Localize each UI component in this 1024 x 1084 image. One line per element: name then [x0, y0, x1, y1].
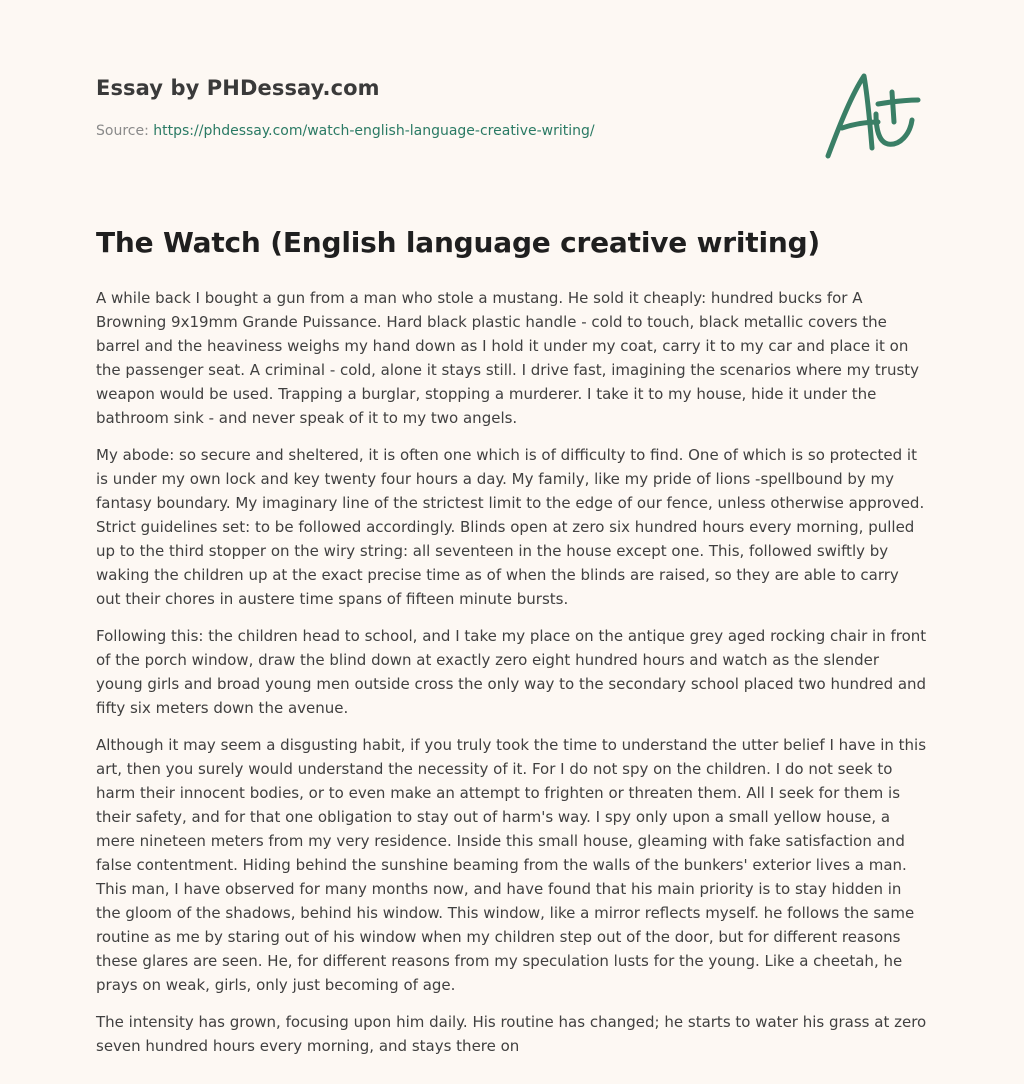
essay-body: [96, 286, 928, 1071]
a-plus-logo-icon: [818, 64, 930, 168]
paragraph: The intensity has grown, focusing upon him daily. His routine has changed; he starts to water his grass at zero seven hundred hours every morning, and stays there on: [96, 1013, 927, 1055]
source-label: Source:: [96, 123, 149, 139]
source-line: [96, 123, 595, 139]
essay-title: The Watch (English language creative writing): [96, 226, 821, 259]
paragraph: A while back I bought a gun from a man who stole a mustang. He sold it cheaply: hundred bucks for A Browning 9x19mm Grande Puissance. Hard black plastic handle - cold to touch, black metallic covers the barrel and the heaviness weighs my hand down as I hold it under my coat, carry it to my car and place it on the passenger seat. A criminal - cold, alone it stays still. I drive fast, imagining the scenarios where my trusty weapon would be used. Trapping a burglar, stopping a murderer. I take it to my house, hide it under the bathroom sink - and never speak of it to my two angels.: [96, 289, 920, 427]
paragraph: Although it may seem a disgusting habit, if you truly took the time to understand the utter belief I have in this art, then you surely would understand the necessity of it. For I do not spy on the children. I do not seek to harm their innocent bodies, or to even make an attempt to frighten or threaten them. All I seek for them is their safety, and for that one obligation to stay out of harm's way. I spy only upon a small yellow house, a mere nineteen meters from my very residence. Inside this small house, gleaming with fake satisfaction and false contentment. Hiding behind the sunshine beaming from the walls of the bunkers' exterior lives a man. This man, I have observed for many months now, and have found that his main priority is to stay hidden in the gloom of the shadows, behind his window. This window, like a mirror reflects myself. he follows the same routine as me by staring out of his window when my children step out of the door, but for different reasons these glares are seen. He, for different reasons from my speculation lusts for the young. Like a cheetah, he prays on weak, girls, only just becoming of age.: [96, 736, 927, 994]
paragraph: My abode: so secure and sheltered, it is often one which is of difficulty to find. One of which is so protected it is under my own lock and key twenty four hours a day. My family, like my pride of lions -spellbound by my fantasy boundary. My imaginary line of the strictest limit to the edge of our fence, unless otherwise approved. Strict guidelines set: to be followed accordingly. Blinds open at zero six hundred hours every morning, pulled up to the third stopper on the wiry string: all seventeen in the house except one. This, followed swiftly by waking the children up at the exact precise time as of when the blinds are raised, so they are able to carry out their chores in austere time spans of fifteen minute bursts.: [96, 446, 925, 608]
brand-title: Essay by PHDessay.com: [96, 76, 380, 100]
page-header: [96, 0, 928, 190]
essay-page: [96, 0, 928, 1055]
source-link[interactable]: https://phdessay.com/watch-english-language-creative-writing/: [153, 123, 595, 139]
paragraph: Following this: the children head to school, and I take my place on the antique grey aged rocking chair in front of the porch window, draw the blind down at exactly zero eight hundred hours and watch as the slender young girls and broad young men outside cross the only way to the secondary school placed two hundred and fifty six meters down the avenue.: [96, 627, 927, 717]
